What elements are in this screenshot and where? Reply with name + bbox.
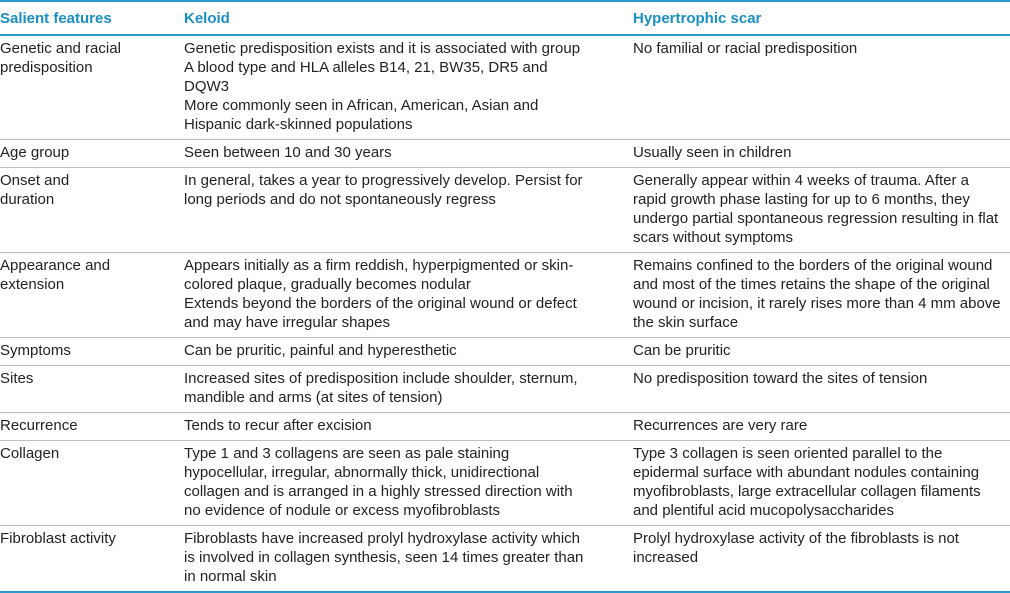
keloid-text: In general, takes a year to progressively develop. Persist for long periods and do not spontaneously regress <box>184 172 583 208</box>
table-row <box>0 253 1010 338</box>
keloid-text: Seen between 10 and 30 years <box>184 144 392 161</box>
feature-cell <box>0 413 184 441</box>
keloid-text: Can be pruritic, painful and hyperesthetic <box>184 342 457 359</box>
table-row <box>0 413 1010 441</box>
keloid-cell <box>184 413 633 441</box>
hypertrophic-text: Generally appear within 4 weeks of trauma. After a rapid growth phase lasting for up to 6 months, they undergo partial spontaneous regression resulting in flat scars without symptoms <box>633 172 999 246</box>
table-row <box>0 441 1010 526</box>
feature-label: Symptoms <box>0 342 71 359</box>
keloid-text: Increased sites of predisposition include shoulder, sternum, mandible and arms (at sites of tension) <box>184 370 578 406</box>
keloid-text: Fibroblasts have increased prolyl hydroxylase activity which is involved in collagen synthesis, seen 14 times greater than in normal skin <box>184 530 584 585</box>
table-row <box>0 35 1010 140</box>
hypertrophic-text: Prolyl hydroxylase activity of the fibroblasts is not increased <box>633 530 959 566</box>
hypertrophic-cell <box>633 413 1010 441</box>
keloid-text: Extends beyond the borders of the original wound or defect and may have irregular shapes <box>184 295 577 331</box>
hypertrophic-cell <box>633 253 1010 338</box>
keloid-text: Tends to recur after excision <box>184 417 372 434</box>
table-body <box>0 35 1010 592</box>
feature-cell <box>0 366 184 413</box>
hypertrophic-cell <box>633 35 1010 140</box>
feature-label: Genetic and racial predisposition <box>0 40 121 76</box>
keloid-cell <box>184 338 633 366</box>
header-salient-features: Salient features <box>0 1 184 35</box>
hypertrophic-text: Recurrences are very rare <box>633 417 808 434</box>
keloid-text: Genetic predisposition exists and it is associated with group A blood type and HLA alleles B14, 21, BW35, DR5 and DQW3 <box>184 40 581 95</box>
hypertrophic-cell <box>633 526 1010 593</box>
hypertrophic-text: No predisposition toward the sites of tension <box>633 370 928 387</box>
keloid-cell <box>184 441 633 526</box>
feature-label: Onset and duration <box>0 172 70 208</box>
hypertrophic-text: No familial or racial predisposition <box>633 40 858 57</box>
feature-label: Age group <box>0 144 70 161</box>
hypertrophic-text: Can be pruritic <box>633 342 731 359</box>
header-keloid: Keloid <box>184 1 633 35</box>
feature-cell <box>0 168 184 253</box>
hypertrophic-text: Usually seen in children <box>633 144 792 161</box>
feature-cell <box>0 526 184 593</box>
keloid-text: Type 1 and 3 collagens are seen as pale staining hypocellular, irregular, abnormally thick, unidirectional collagen and is arranged in a highly stressed direction with no evidence of nodule or excess myofibroblasts <box>184 445 573 519</box>
feature-label: Collagen <box>0 445 60 462</box>
keloid-cell <box>184 140 633 168</box>
table-row <box>0 526 1010 593</box>
keloid-cell <box>184 526 633 593</box>
keloid-cell <box>184 35 633 140</box>
hypertrophic-cell <box>633 140 1010 168</box>
hypertrophic-cell <box>633 168 1010 253</box>
table-row <box>0 140 1010 168</box>
keloid-cell <box>184 366 633 413</box>
keloid-text: More commonly seen in African, American, Asian and Hispanic dark-skinned populations <box>184 97 539 133</box>
feature-cell <box>0 253 184 338</box>
feature-label: Fibroblast activity <box>0 530 116 547</box>
feature-label: Sites <box>0 370 34 387</box>
hypertrophic-cell <box>633 338 1010 366</box>
feature-cell <box>0 140 184 168</box>
feature-cell <box>0 441 184 526</box>
hypertrophic-cell <box>633 366 1010 413</box>
header-row <box>0 1 1010 35</box>
feature-cell <box>0 338 184 366</box>
keloid-cell <box>184 168 633 253</box>
table-row <box>0 366 1010 413</box>
table-row <box>0 338 1010 366</box>
hypertrophic-text: Type 3 collagen is seen oriented parallel to the epidermal surface with abundant nodules containing myofibroblasts, large extracellular collagen filaments and plentiful acid mucopolysaccharides <box>633 445 981 519</box>
keloid-text: Appears initially as a firm reddish, hyperpigmented or skin-colored plaque, gradually becomes nodular <box>184 257 574 293</box>
feature-cell <box>0 35 184 140</box>
hypertrophic-cell <box>633 441 1010 526</box>
table-row <box>0 168 1010 253</box>
header-hypertrophic-scar: Hypertrophic scar <box>633 1 1010 35</box>
hypertrophic-text: Remains confined to the borders of the original wound and most of the times retains the shape of the original wound or incision, it rarely rises more than 4 mm above the skin surface <box>633 257 1001 331</box>
feature-label: Appearance and extension <box>0 257 111 293</box>
keloid-cell <box>184 253 633 338</box>
feature-label: Recurrence <box>0 417 78 434</box>
